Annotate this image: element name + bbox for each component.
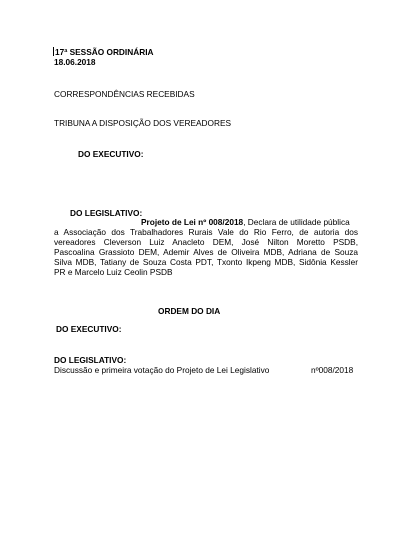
order-item-text: Discussão e primeira votação do Projeto de Lei Legislativo bbox=[54, 365, 270, 375]
text-cursor bbox=[53, 47, 54, 56]
bill-line: vereadores Cleverson Luiz Anacleto DEM, José Nilton Moretto PSDB, bbox=[54, 237, 358, 247]
order-of-day-title: ORDEM DO DIA bbox=[158, 306, 221, 316]
bill-line: Silva MDB, Tatiany de Souza Costa PDT, Txonto Ikpeng MDB, Sidônia Kessler bbox=[54, 257, 358, 267]
order-executive-label: DO EXECUTIVO: bbox=[56, 324, 122, 334]
legislative-label: DO LEGISLATIVO: bbox=[70, 208, 143, 218]
bill-first-line bbox=[141, 217, 350, 227]
tribune-heading: TRIBUNA A DISPOSIÇÃO DOS VEREADORES bbox=[54, 118, 232, 128]
session-date: 18.06.2018 bbox=[54, 57, 96, 67]
order-legislative-label: DO LEGISLATIVO: bbox=[54, 355, 127, 365]
correspondences-heading: CORRESPONDÊNCIAS RECEBIDAS bbox=[54, 89, 195, 99]
executive-label: DO EXECUTIVO: bbox=[78, 149, 144, 159]
order-item-number: nº008/2018 bbox=[311, 365, 354, 375]
bill-line: a Associação dos Trabalhadores Rurais Vale do Rio Ferro, de autoria dos bbox=[54, 227, 358, 237]
bill-line: Pascoalina Grassioto DEM, Ademir Alves de Oliveira MDB, Adriana de Souza bbox=[54, 247, 358, 257]
bill-paragraph bbox=[54, 227, 358, 277]
bill-text-line1: , Declara de utilidade pública bbox=[243, 217, 350, 227]
session-title: 17ª SESSÃO ORDINÁRIA bbox=[55, 47, 154, 57]
bill-title: Projeto de Lei nº 008/2018 bbox=[141, 217, 244, 227]
bill-line: PR e Marcelo Luiz Ceolin PSDB bbox=[54, 267, 173, 277]
